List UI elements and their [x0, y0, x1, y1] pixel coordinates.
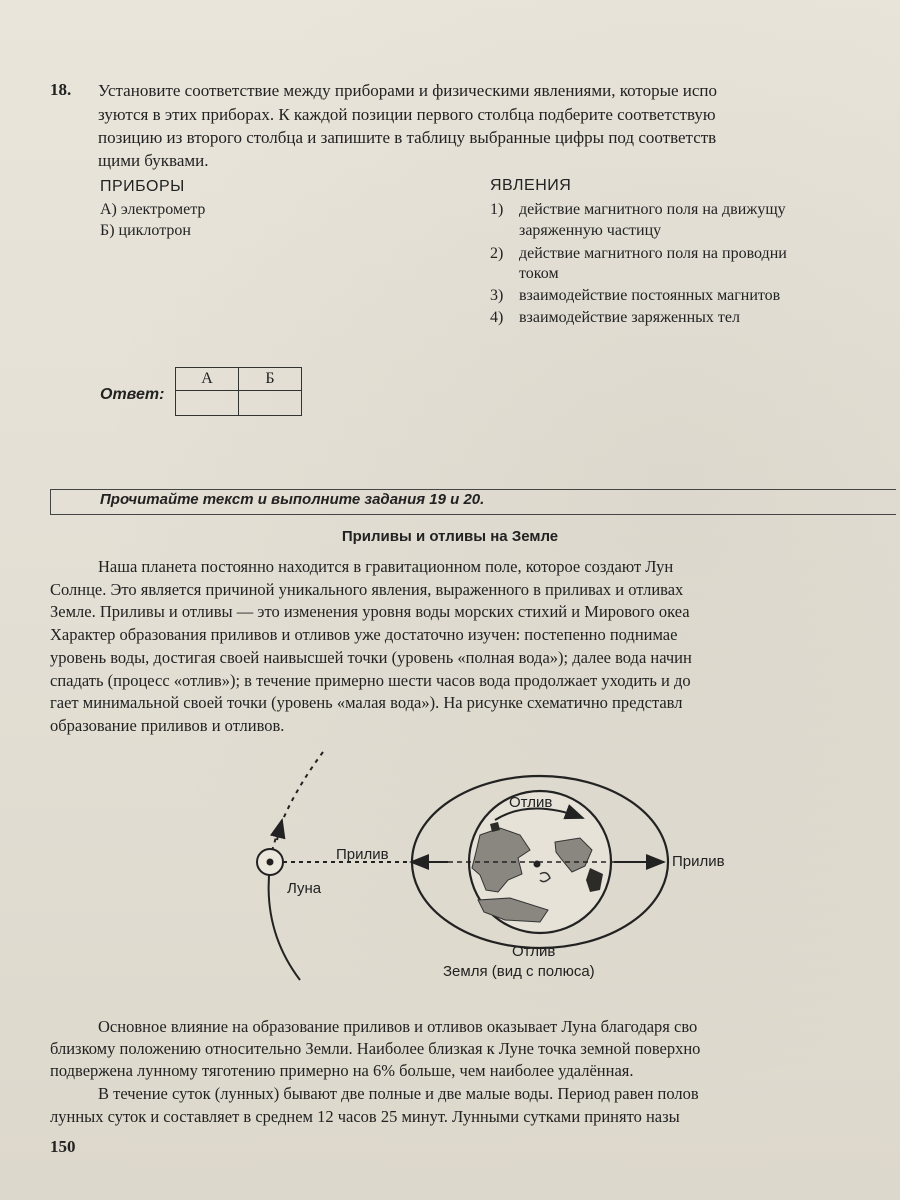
paragraph-line: подвержена лунному тяготению примерно на 6% больше, чем наиболее удалённая.: [50, 1061, 634, 1080]
paragraph-line: Характер образования приливов и отливов уже достаточно изучен: постепенно поднимае: [50, 625, 678, 644]
answer-label: Ответ:: [100, 386, 165, 403]
question-line: позицию из второго столбца и запишите в таблицу выбранные цифры под соответств: [98, 128, 717, 147]
phenomenon-text: действие магнитного поля на проводни: [519, 245, 787, 262]
device-item: Б) циклотрон: [100, 222, 191, 239]
paragraph-line: В течение суток (лунных) бывают две полные и две малые воды. Период равен полов: [98, 1084, 699, 1103]
phenomenon-text: взаимодействие постоянных магнитов: [519, 287, 781, 304]
answer-header-b: Б: [239, 368, 302, 391]
phenomenon-text: заряженную частицу: [519, 222, 662, 239]
moon-orbit-dashed: [270, 752, 323, 860]
tides-diagram: [0, 740, 900, 990]
paragraph-line: близкому положению относительно Земли. Наиболее близкая к Луне точка земной поверхно: [50, 1039, 701, 1058]
paragraph-line: уровень воды, достигая своей наивысшей точки (уровень «полная вода»); далее вода начин: [50, 648, 692, 667]
paragraph-line: образование приливов и отливов.: [50, 716, 285, 735]
label-ebb-bottom: Отлив: [512, 943, 556, 960]
phenomenon-number: 4): [490, 309, 504, 326]
label-ebb-top: Отлив: [509, 794, 553, 811]
paragraph-line: Солнце. Это является причиной уникального явления, выраженного в приливах и отливах: [50, 580, 684, 599]
answer-cell-a[interactable]: [176, 391, 239, 416]
text-title: Приливы и отливы на Земле: [341, 528, 559, 545]
label-flood-right: Прилив: [672, 853, 725, 870]
label-earth: Земля (вид с полюса): [443, 963, 595, 980]
paragraph-line: лунных суток и составляет в среднем 12 часов 25 минут. Лунными сутками принято назы: [50, 1107, 680, 1126]
column-header-phenomena: ЯВЛЕНИЯ: [490, 177, 572, 194]
paragraph-line: гает минимальной своей точки (уровень «малая вода»). На рисунке схематично представл: [50, 693, 683, 712]
question-number: 18.: [50, 80, 72, 99]
question-line: зуются в этих приборах. К каждой позиции первого столбца подберите соответствую: [98, 105, 716, 124]
phenomenon-text: действие магнитного поля на движущу: [519, 201, 786, 218]
phenomenon-text: взаимодействие заряженных тел: [519, 309, 740, 326]
question-line: Установите соответствие между приборами и физическими явлениями, которые испо: [98, 81, 718, 100]
moon-center-dot: [267, 859, 274, 866]
paragraph-line: Основное влияние на образование приливов и отливов оказывает Луна благодаря сво: [98, 1017, 698, 1036]
phenomenon-number: 2): [490, 245, 504, 262]
answer-table: [175, 367, 302, 416]
paragraph-line: Наша планета постоянно находится в гравитационном поле, которое создают Лун: [98, 557, 674, 576]
phenomenon-number: 3): [490, 287, 504, 304]
phenomenon-text: током: [519, 265, 559, 282]
answer-header-a: А: [176, 368, 239, 391]
paragraph-line: Земле. Приливы и отливы — это изменения уровня воды морских стихий и Мирового океа: [50, 602, 690, 621]
phenomenon-number: 1): [490, 201, 504, 218]
answer-cell-b[interactable]: [239, 391, 302, 416]
column-header-devices: ПРИБОРЫ: [100, 178, 185, 195]
page-number: 150: [50, 1137, 76, 1156]
question-line: щими буквами.: [98, 151, 209, 170]
device-item: А) электрометр: [100, 201, 206, 218]
instruction-text: Прочитайте текст и выполните задания 19 и 20.: [100, 491, 485, 508]
label-moon: Луна: [287, 880, 322, 897]
paragraph-line: спадать (процесс «отлив»); в течение примерно шести часов вода продолжает уходить и до: [50, 671, 691, 690]
label-flood-left: Прилив: [336, 846, 389, 863]
